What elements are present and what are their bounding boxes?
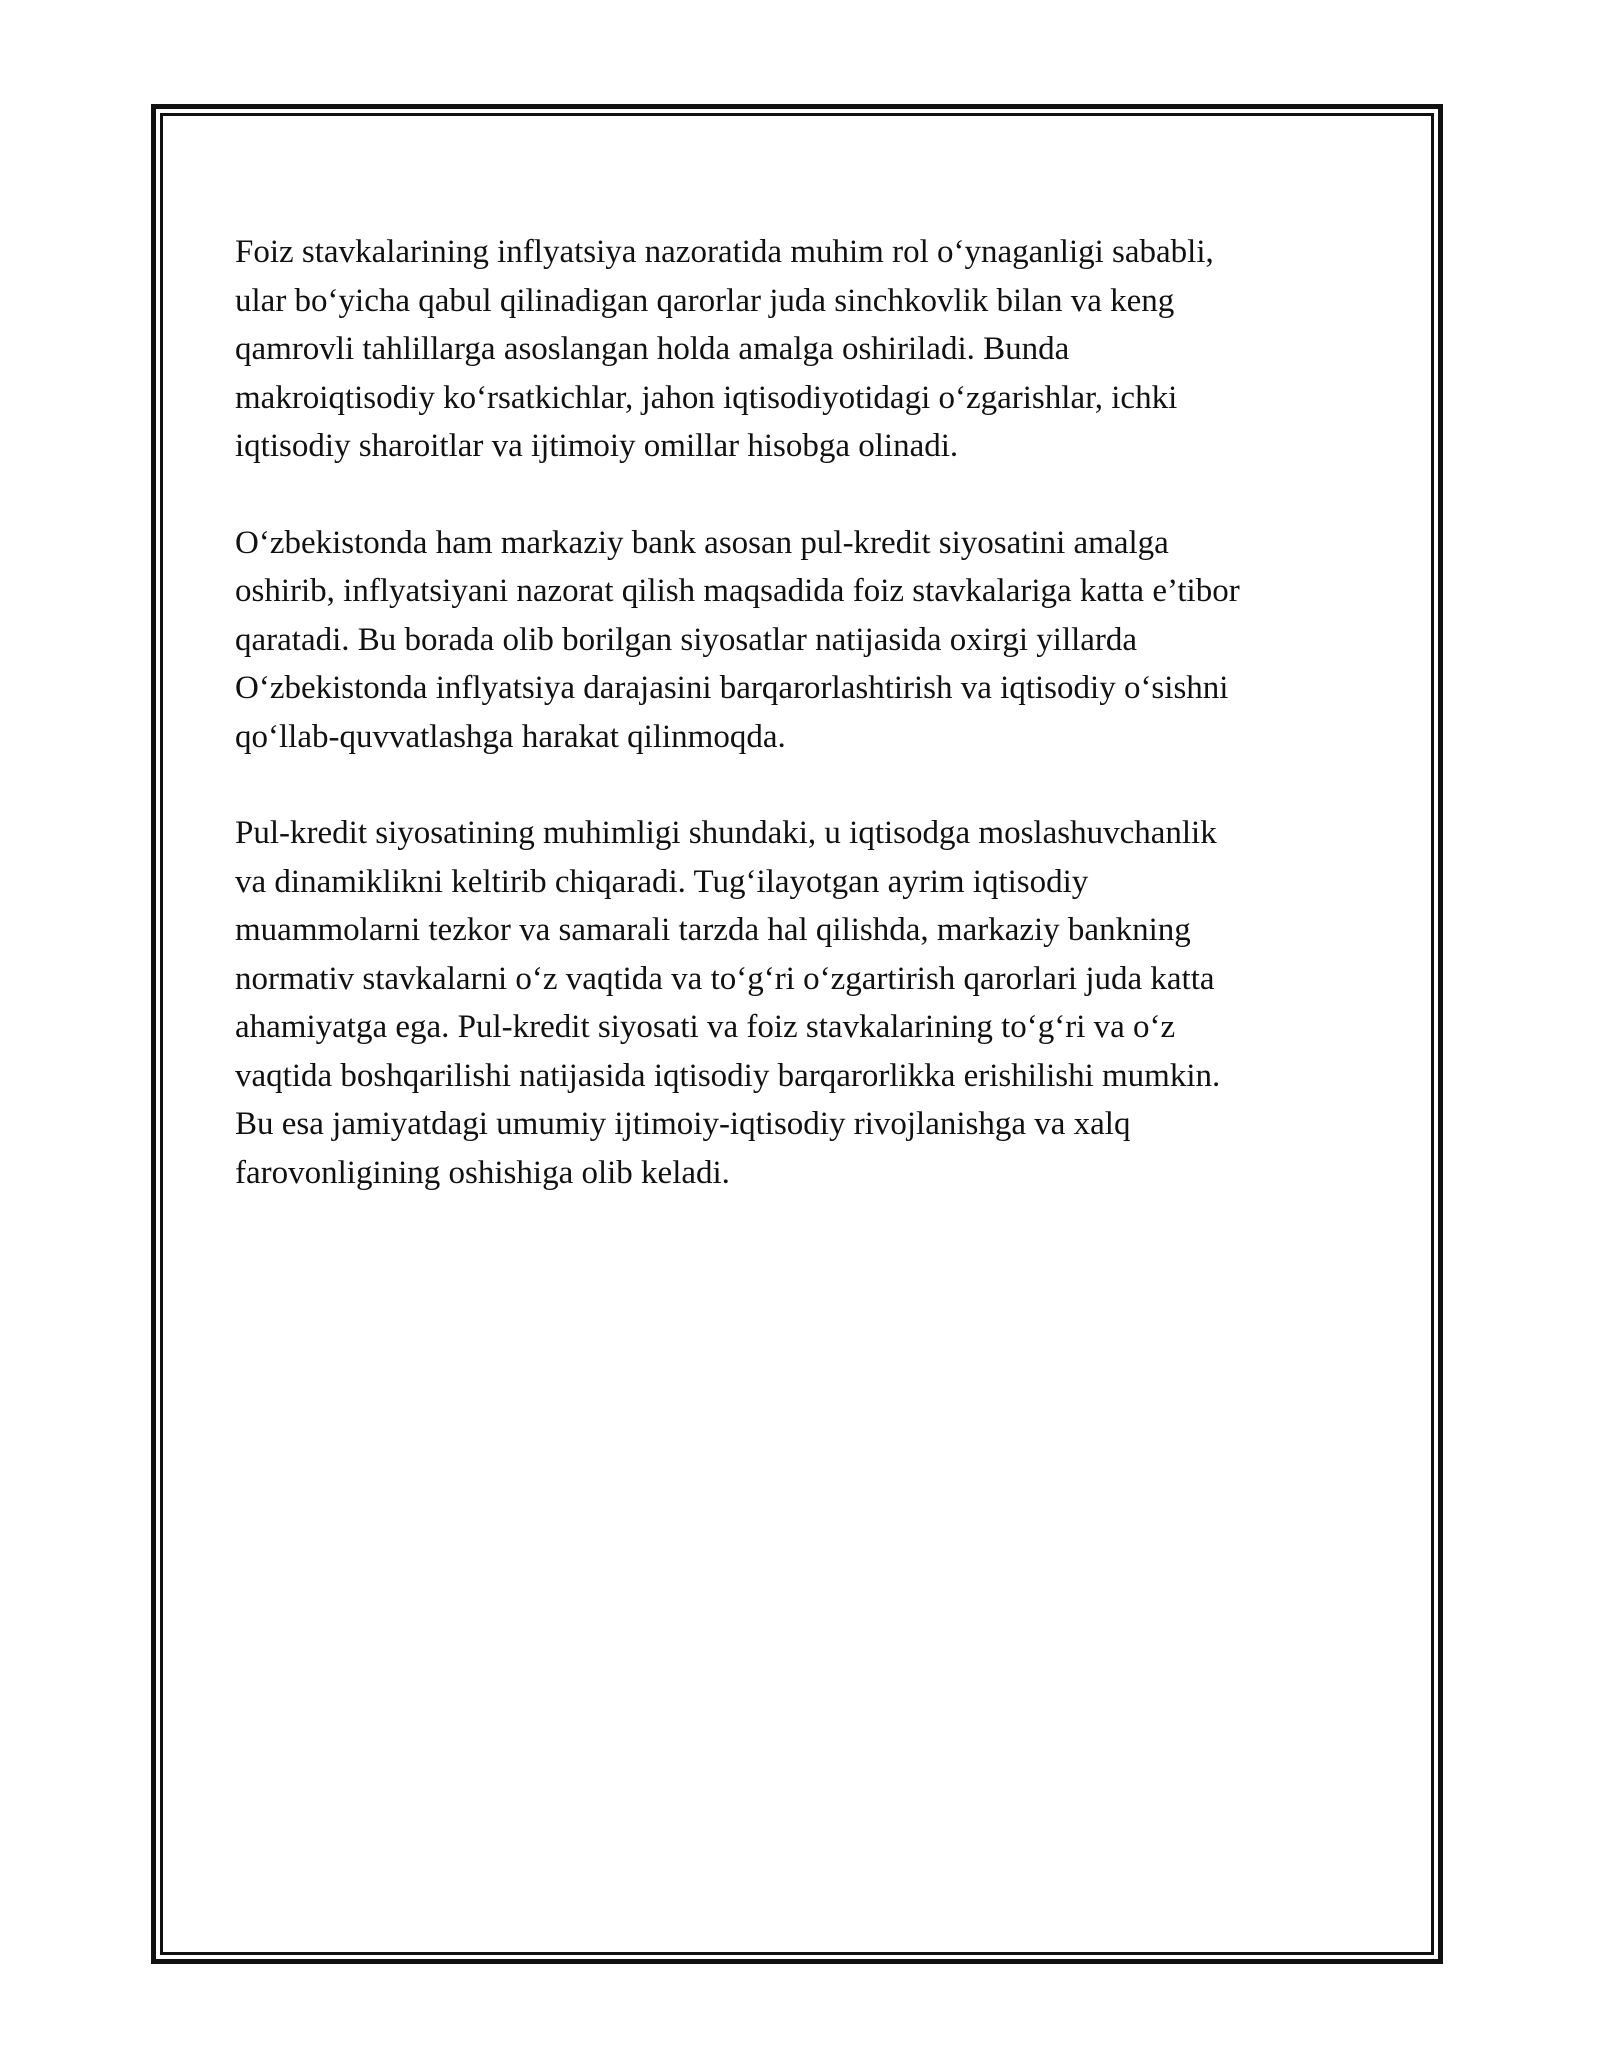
paragraph-1: Foiz stavkalarining inflyatsiya nazoratida muhim rol o‘ynaganligi sababli, ular bo‘yicha qabul qilinadigan qarorlar juda sinchkovlik bilan va keng qamrovli tahlillarga asoslangan holda amalga oshiriladi. Bunda makroiqtisodiy ko‘rsatkichlar, jahon iqtisodiyotidagi o‘zgarishlar, ichki iqtisodiy sharoitlar va ijtimoiy omillar hisobga olinadi. xyxy=(235,234,1214,464)
paragraph-3: Pul-kredit siyosatining muhimligi shundaki, u iqtisodga moslashuvchanlik va dinamiklikni keltirib chiqaradi. Tug‘ilayotgan ayrim iqtisodiy muammolarni tezkor va samarali tarzda hal qilishda, markaziy bankning normativ stavkalarni o‘z vaqtida va to‘g‘ri o‘zgartirish qarorlari juda katta ahamiyatga ega. Pul-kredit siyosati va foiz stavkalarining to‘g‘ri va o‘z vaqtida boshqarilishi natijasida iqtisodiy barqarorlikka erishilishi mumkin. Bu esa jamiyatdagi umumiy ijtimoiy-iqtisodiy rivojlanishga va xalq farovonligining oshishiga olib keladi. xyxy=(235,815,1221,1191)
document-body xyxy=(235,228,1370,1245)
paragraph-2: O‘zbekistonda ham markaziy bank asosan pul-kredit siyosatini amalga oshirib, inflyatsiyani nazorat qilish maqsadida foiz stavkalariga katta e’tibor qaratadi. Bu borada olib borilgan siyosatlar natijasida oxirgi yillarda O‘zbekistonda inflyatsiya darajasini barqarorlashtirish va iqtisodiy o‘sishni qo‘llab-quvvatlashga harakat qilinmoqda. xyxy=(235,524,1240,755)
